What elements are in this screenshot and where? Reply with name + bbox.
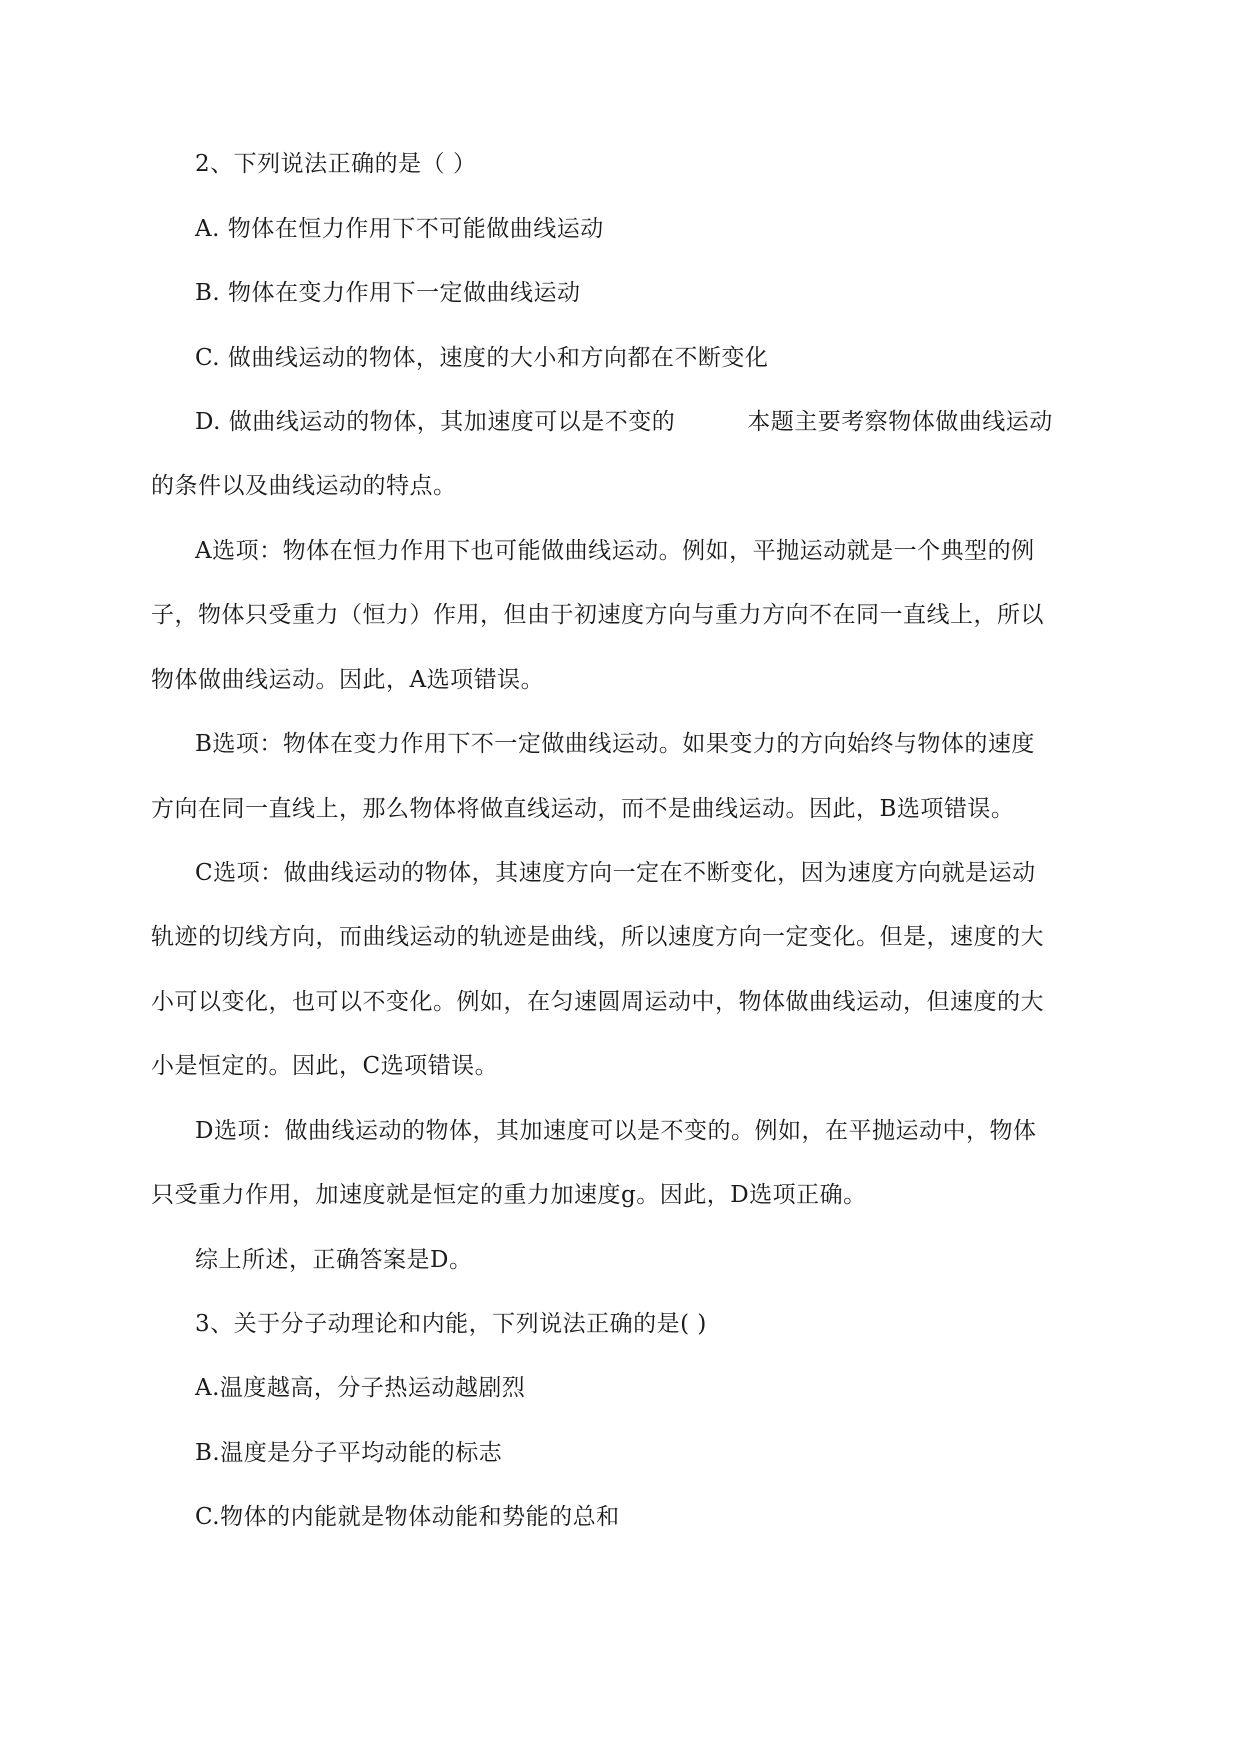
analysis-b-line-1: B选项：物体在变力作用下不一定做曲线运动。如果变力的方向始终与物体的速度 [195, 731, 1035, 757]
analysis-c-line-2: 轨迹的切线方向，而曲线运动的轨迹是曲线，所以速度方向一定变化。但是，速度的大 [151, 924, 1044, 950]
question-2-option-b: B. 物体在变力作用下一定做曲线运动 [195, 280, 581, 306]
analysis-d-line-2: 只受重力作用，加速度就是恒定的重力加速度g。因此，D选项正确。 [151, 1182, 867, 1208]
question-2-option-d: D. 做曲线运动的物体，其加速度可以是不变的 [195, 409, 676, 435]
analysis-c-line-3: 小可以变化，也可以不变化。例如，在匀速圆周运动中，物体做曲线运动，但速度的大 [151, 989, 1044, 1015]
question-2-stem: 2、下列说法正确的是（ ） [195, 151, 477, 177]
question-3-option-a: A.温度越高，分子热运动越剧烈 [195, 1375, 526, 1401]
question-2-option-d-line [195, 407, 1053, 437]
analysis-intro-part-2: 的条件以及曲线运动的特点。 [151, 473, 457, 499]
question-3-option-c: C.物体的内能就是物体动能和势能的总和 [195, 1504, 620, 1530]
analysis-c-line-1: C选项：做曲线运动的物体，其速度方向一定在不断变化，因为速度方向就是运动 [195, 860, 1036, 886]
question-2-option-c: C. 做曲线运动的物体，速度的大小和方向都在不断变化 [195, 345, 769, 371]
analysis-a-line-1: A选项：物体在恒力作用下也可能做曲线运动。例如，平抛运动就是一个典型的例 [195, 538, 1035, 564]
conclusion: 综上所述，正确答案是D。 [195, 1247, 473, 1273]
analysis-d-line-1: D选项：做曲线运动的物体，其加速度可以是不变的。例如，在平抛运动中，物体 [195, 1118, 1037, 1144]
analysis-intro-part-1: 本题主要考察物体做曲线运动 [747, 409, 1053, 435]
analysis-a-line-2: 子，物体只受重力（恒力）作用，但由于初速度方向与重力方向不在同一直线上，所以 [151, 602, 1044, 628]
question-3-stem: 3、关于分子动理论和内能，下列说法正确的是( ) [195, 1311, 707, 1337]
analysis-c-line-4: 小是恒定的。因此，C选项错误。 [151, 1053, 499, 1079]
question-3-option-b: B.温度是分子平均动能的标志 [195, 1440, 503, 1466]
question-2-option-a: A. 物体在恒力作用下不可能做曲线运动 [195, 216, 604, 242]
analysis-a-line-3: 物体做曲线运动。因此，A选项错误。 [151, 667, 545, 693]
analysis-b-line-2: 方向在同一直线上，那么物体将做直线运动，而不是曲线运动。因此，B选项错误。 [151, 796, 1015, 822]
